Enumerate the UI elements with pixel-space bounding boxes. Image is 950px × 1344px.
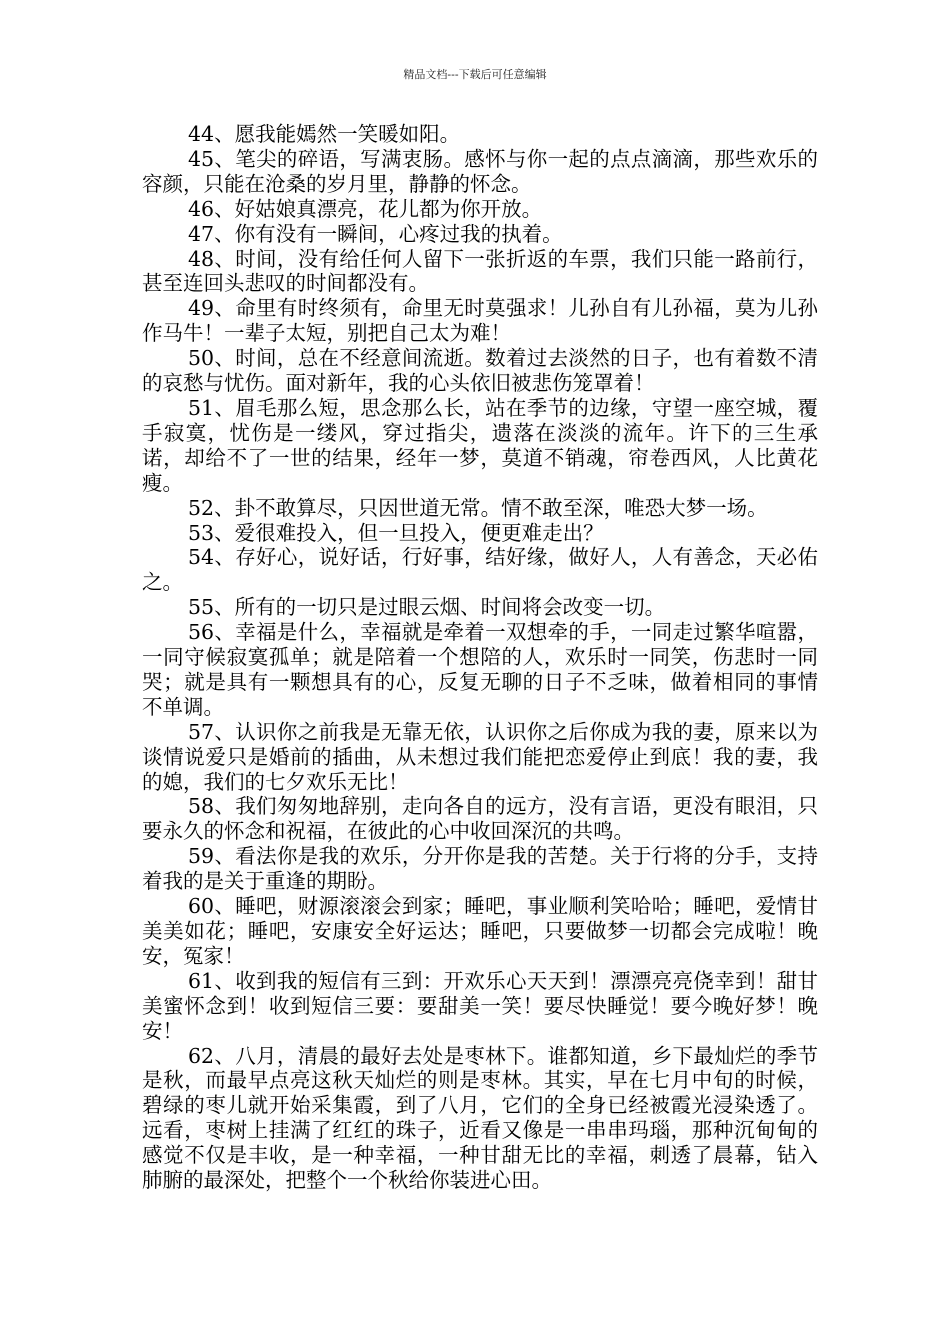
paragraph: 62、八月，清晨的最好去处是枣林下。谁都知道，乡下最灿烂的季节是秋，而最早点亮这秋天灿烂的则是枣林。其实，早在七月中旬的时候，碧绿的枣儿就开始采集霞，到了八月，它们的全身已经被霞光浸染透了。远看，枣树上挂满了红红的珠子，近看又像是一串串玛瑙，那种沉甸甸的感觉不仅是丰收，是一种幸福，一种甘甜无比的幸福，刺透了晨幕，钻入肺腑的最深处，把整个一个秋给你装进心田。: [142, 1043, 818, 1193]
paragraph: 54、存好心，说好话，行好事，结好缘，做好人，人有善念，天必佑之。: [142, 545, 818, 595]
paragraph: 46、好姑娘真漂亮，花儿都为你开放。: [188, 196, 543, 221]
paragraph: 53、爱很难投入，但一旦投入，便更难走出？: [188, 520, 604, 545]
paragraph: 55、所有的一切只是过眼云烟、时间将会改变一切。: [188, 595, 666, 620]
paragraph: 56、幸福是什么，幸福就是牵着一双想牵的手，一同走过繁华喧嚣，一同守候寂寞孤单；就是陪着一个想陪的人，欢乐时一同笑，伤悲时一同哭；就是具有一颗想具有的心，反复无聊的日子不乏味，做着相同的事情不单调。: [142, 620, 818, 719]
paragraph: 61、收到我的短信有三到：开欢乐心天天到！漂漂亮亮侥幸到！甜甘美蜜怀念到！收到短信三要：要甜美一笑！要尽快睡觉！要今晚好梦！晚安！: [142, 968, 818, 1043]
paragraph: 48、时间，没有给任何人留下一张折返的车票，我们只能一路前行，甚至连回头悲叹的时间都没有。: [142, 246, 818, 296]
paragraph: 60、睡吧，财源滚滚会到家；睡吧，事业顺利笑哈哈；睡吧，爱情甘美美如花；睡吧，安康安全好运达；睡吧，只要做梦一切都会完成啦！晚安，冤家！: [142, 894, 818, 968]
paragraph: 49、命里有时终须有，命里无时莫强求！儿孙自有儿孙福，莫为儿孙作马牛！一辈子太短，别把自己太为难！: [142, 296, 818, 346]
page-header: 精品文档---下载后可任意编辑: [403, 68, 547, 81]
paragraph: 44、愿我能嫣然一笑暖如阳。: [188, 122, 461, 146]
paragraph: 47、你有没有一瞬间，心疼过我的执着。: [188, 221, 563, 246]
paragraph: 50、时间，总在不经意间流逝。数着过去淡然的日子，也有着数不清的哀愁与忧伤。面对新年，我的心头依旧被悲伤笼罩着！: [142, 346, 818, 396]
document-body: [142, 122, 818, 1193]
paragraph: 59、看法你是我的欢乐，分开你是我的苦楚。关于行将的分手，支持着我的是关于重逢的期盼。: [142, 844, 818, 894]
paragraph: 57、认识你之前我是无靠无依，认识你之后你成为我的妻，原来以为谈情说爱只是婚前的插曲，从未想过我们能把恋爱停止到底！我的妻，我的媳，我们的七夕欢乐无比！: [142, 719, 818, 794]
paragraph: 51、眉毛那么短，思念那么长，站在季节的边缘，守望一座空城，覆手寂寞，忧伤是一缕风，穿过指尖，遗落在淡淡的流年。许下的三生承诺，却给不了一世的结果，经年一梦，莫道不销魂，帘卷西风，人比黄花瘦。: [142, 395, 818, 495]
paragraph: 45、笔尖的碎语，写满衷肠。感怀与你一起的点点滴滴，那些欢乐的容颜，只能在沧桑的岁月里，静静的怀念。: [142, 146, 818, 196]
paragraph: 52、卦不敢算尽，只因世道无常。情不敢至深，唯恐大梦一场。: [188, 495, 768, 520]
paragraph: 58、我们匆匆地辞别，走向各自的远方，没有言语，更没有眼泪，只要永久的怀念和祝福，在彼此的心中收回深沉的共鸣。: [142, 794, 818, 844]
